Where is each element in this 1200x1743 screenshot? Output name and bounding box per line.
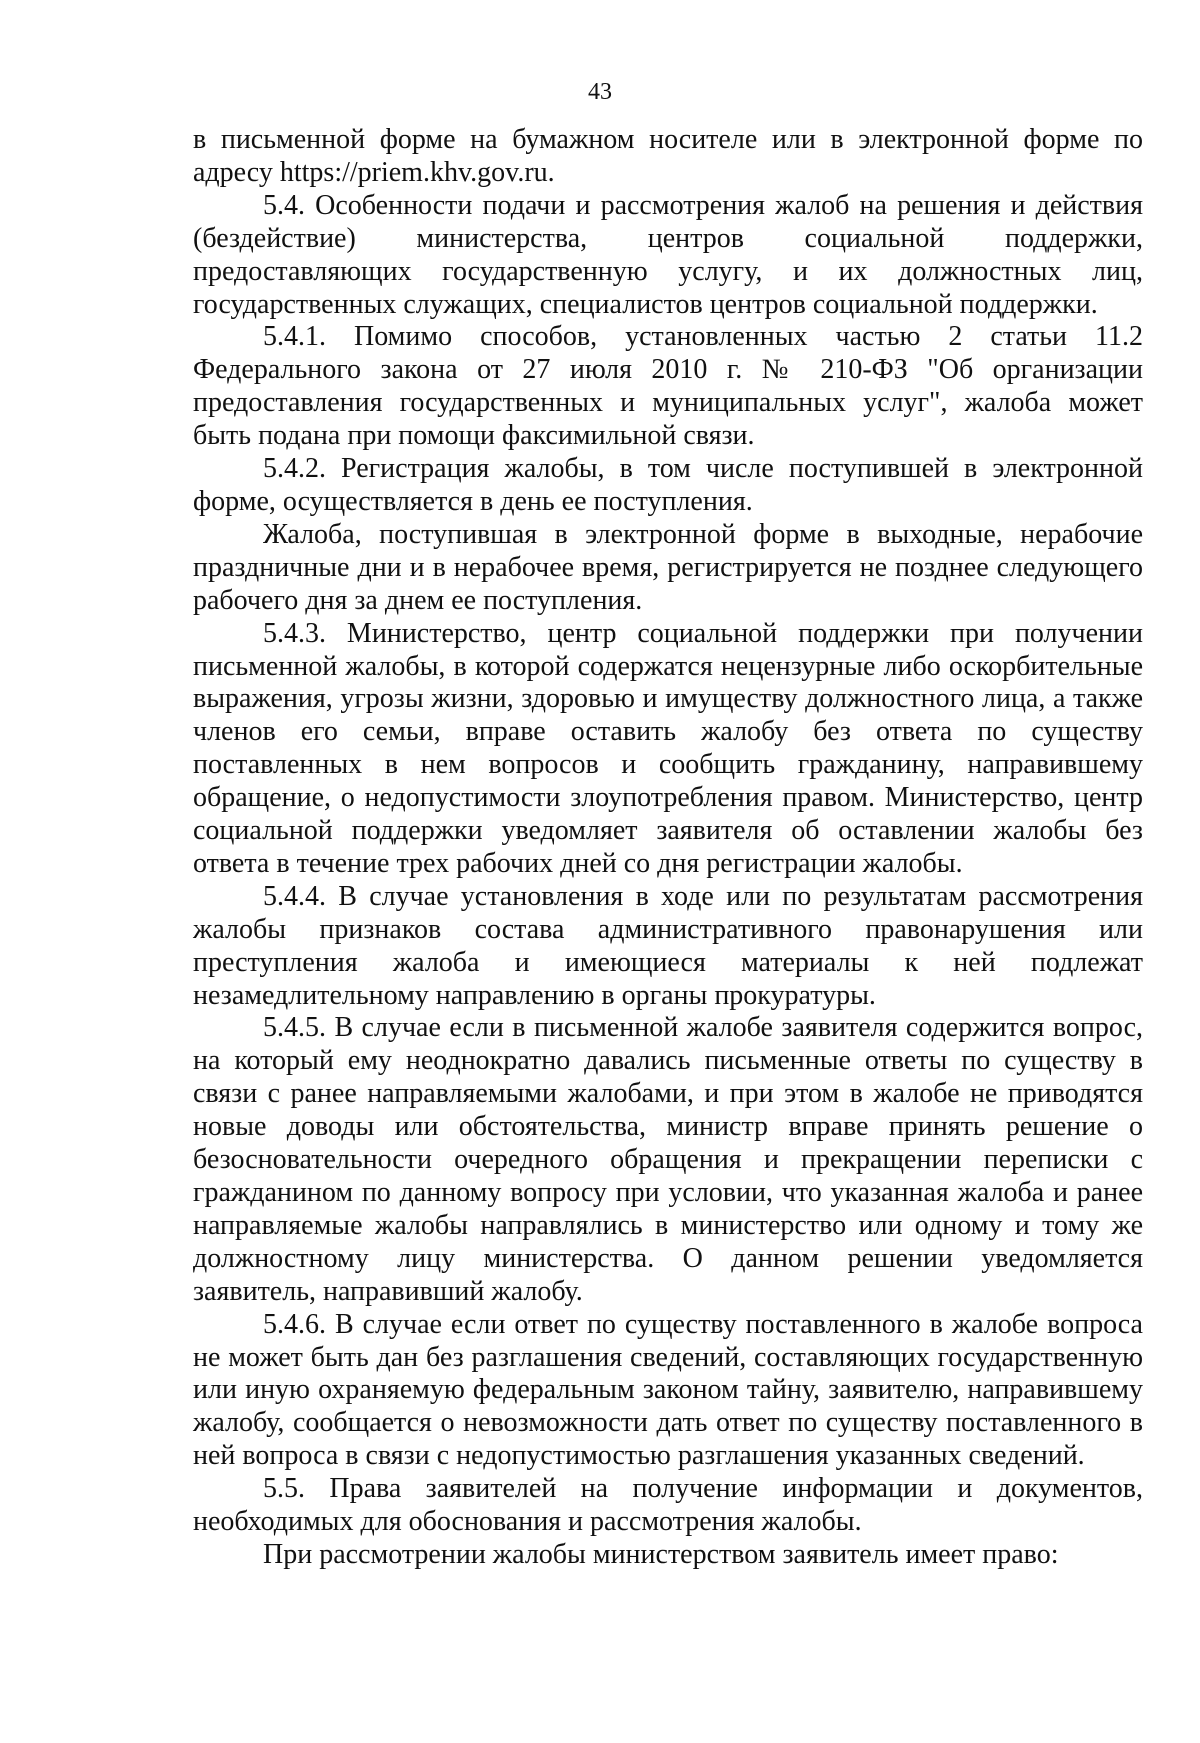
- document-body: [193, 124, 1143, 1572]
- paragraph-5-4-1: 5.4.1. Помимо способов, установленных частью 2 статьи 11.2 Федерального закона от 27 июля 2010 г. № 210-ФЗ "Об организации предоставления государственных и муниципальных услуг", жалоба может быть подана при помощи факсимильной связи.: [193, 321, 1143, 452]
- paragraph-5-4-5: 5.4.5. В случае если в письменной жалобе заявителя содержится вопрос, на который ему неоднократно давались письменные ответы по существу в связи с ранее направляемыми жалобами, и при этом в жалобе не приводятся новые доводы или обстоятельства, министр вправе принять решение о безосновательности очередного обращения и прекращении переписки с гражданином по данному вопросу при условии, что указанная жалоба и ранее направляемые жалобы направлялись в министерство или одному и тому же должностному лицу министерства. О данном решении уведомляется заявитель, направивший жалобу.: [193, 1012, 1143, 1307]
- paragraph-electronic-complaint: Жалоба, поступившая в электронной форме в выходные, нерабочие праздничные дни и в нерабочее время, регистрируется не позднее следующего рабочего дня за днем ее поступления.: [193, 518, 1143, 616]
- paragraph-5-4-6: 5.4.6. В случае если ответ по существу поставленного в жалобе вопроса не может быть дан без разглашения сведений, составляющих государственную или иную охраняемую федеральным законом тайну, заявителю, направившему жалобу, сообщается о невозможности дать ответ по существу поставленного в ней вопроса в связи с недопустимостью разглашения указанных сведений.: [193, 1308, 1143, 1472]
- paragraph-5-4-3: 5.4.3. Министерство, центр социальной поддержки при получении письменной жалобы, в которой содержатся нецензурные либо оскорбительные выражения, угрозы жизни, здоровью и имуществу должностного лица, а также членов его семьи, вправе оставить жалобу без ответа по существу поставленных в нем вопросов и сообщить гражданину, направившему обращение, о недопустимости злоупотребления правом. Министерство, центр социальной поддержки уведомляет заявителя об оставлении жалобы без ответа в течение трех рабочих дней со дня регистрации жалобы.: [193, 617, 1143, 879]
- paragraph-5-4-2: 5.4.2. Регистрация жалобы, в том числе поступившей в электронной форме, осуществляется в день ее поступления.: [193, 453, 1143, 517]
- paragraph-continuation: в письменной форме на бумажном носителе или в электронной форме по адресу https://priem.khv.gov.ru.: [193, 124, 1143, 188]
- paragraph-5-4-4: 5.4.4. В случае установления в ходе или по результатам рассмотрения жалобы признаков состава административного правонарушения или преступления жалоба и имеющиеся материалы к ней подлежат незамедлительному направлению в органы прокуратуры.: [193, 880, 1143, 1011]
- paragraph-5-4: 5.4. Особенности подачи и рассмотрения жалоб на решения и действия (бездействие) министерства, центров социальной поддержки, предоставляющих государственную услугу, и их должностных лиц, государственных служащих, специалистов центров социальной поддержки.: [193, 189, 1143, 320]
- paragraph-applicant-rights: При рассмотрении жалобы министерством заявитель имеет право:: [263, 1538, 1059, 1570]
- page-number: 43: [588, 79, 612, 105]
- paragraph-5-5: 5.5. Права заявителей на получение информации и документов, необходимых для обоснования и рассмотрения жалобы.: [193, 1473, 1143, 1538]
